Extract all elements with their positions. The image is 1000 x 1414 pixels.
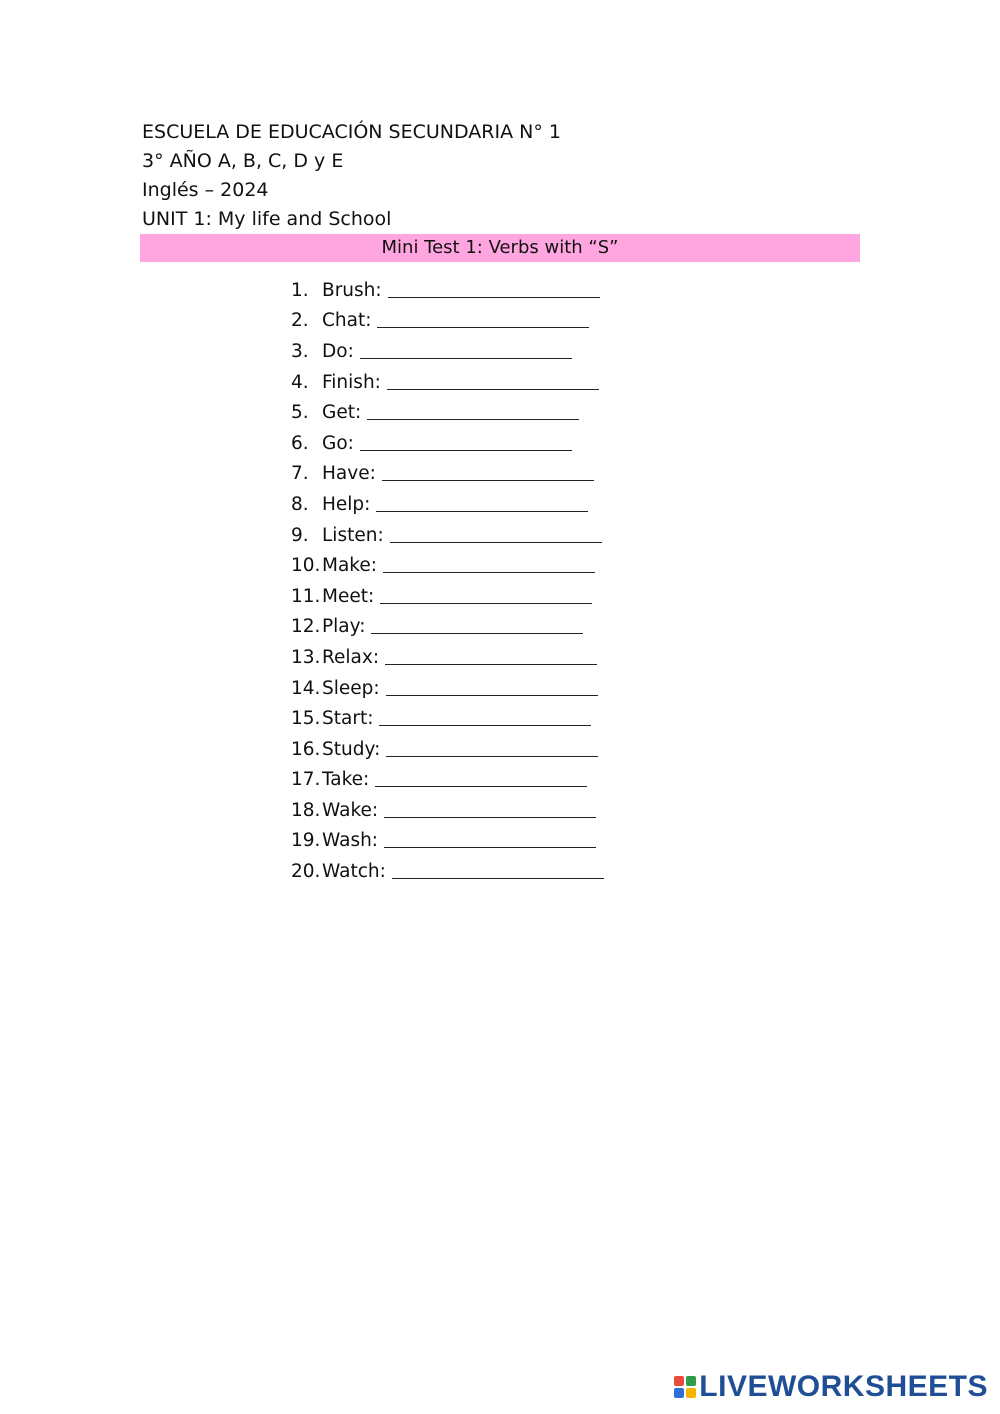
item-number: 6. (291, 432, 309, 454)
item-number: 17. (291, 769, 321, 791)
list-item (291, 703, 604, 734)
list-item (291, 459, 604, 490)
list-item (291, 489, 604, 520)
verb-list (291, 275, 604, 887)
list-item (291, 734, 604, 765)
item-number: 5. (291, 402, 309, 424)
item-number: 16. (291, 738, 321, 760)
item-number: 10. (291, 555, 321, 577)
item-number: 9. (291, 524, 309, 546)
document-header (142, 118, 561, 234)
list-item (291, 856, 604, 887)
liveworksheets-logo (674, 1370, 988, 1404)
test-title: Mini Test 1: Verbs with “S” (140, 234, 860, 262)
answer-blank[interactable] (367, 405, 579, 420)
answer-blank[interactable] (388, 283, 600, 298)
answer-blank[interactable] (384, 833, 596, 848)
logo-mark-icon (674, 1376, 696, 1398)
item-number: 1. (291, 279, 309, 301)
verb-label: Study: (322, 738, 381, 760)
item-number: 8. (291, 493, 309, 515)
verb-label: Wash: (322, 830, 379, 852)
item-number: 2. (291, 310, 309, 332)
verb-label: Take: (322, 769, 370, 791)
list-item (291, 765, 604, 796)
list-item (291, 673, 604, 704)
answer-blank[interactable] (384, 803, 596, 818)
list-item (291, 581, 604, 612)
list-item (291, 826, 604, 857)
list-item (291, 550, 604, 581)
list-item (291, 397, 604, 428)
verb-label: Make: (322, 555, 377, 577)
item-number: 4. (291, 371, 309, 393)
answer-blank[interactable] (383, 558, 595, 573)
list-item (291, 275, 604, 306)
answer-blank[interactable] (375, 772, 587, 787)
answer-blank[interactable] (385, 650, 597, 665)
verb-label: Have: (322, 463, 376, 485)
item-number: 19. (291, 830, 321, 852)
subject-line: Inglés – 2024 (142, 179, 269, 201)
course-line: 3° AÑO A, B, C, D y E (142, 150, 344, 172)
verb-label: Do: (322, 340, 354, 362)
item-number: 11. (291, 585, 321, 607)
list-item (291, 642, 604, 673)
answer-blank[interactable] (386, 681, 598, 696)
list-item (291, 367, 604, 398)
answer-blank[interactable] (376, 497, 588, 512)
item-number: 12. (291, 616, 321, 638)
answer-blank[interactable] (390, 528, 602, 543)
verb-label: Start: (322, 708, 374, 730)
item-number: 13. (291, 646, 321, 668)
item-number: 15. (291, 708, 321, 730)
unit-line: UNIT 1: My life and School (142, 208, 392, 230)
item-number: 7. (291, 463, 309, 485)
answer-blank[interactable] (380, 589, 592, 604)
item-number: 14. (291, 677, 321, 699)
verb-label: Go: (322, 432, 354, 454)
verb-label: Meet: (322, 585, 375, 607)
list-item (291, 520, 604, 551)
verb-label: Watch: (322, 861, 386, 883)
verb-label: Play: (322, 616, 366, 638)
verb-label: Listen: (322, 524, 384, 546)
list-item (291, 795, 604, 826)
verb-label: Wake: (322, 799, 379, 821)
list-item (291, 428, 604, 459)
logo-text: LIVEWORKSHEETS (699, 1370, 988, 1403)
list-item (291, 306, 604, 337)
verb-label: Sleep: (322, 677, 380, 699)
verb-label: Get: (322, 402, 362, 424)
answer-blank[interactable] (360, 436, 572, 451)
list-item (291, 612, 604, 643)
answer-blank[interactable] (360, 344, 572, 359)
item-number: 18. (291, 799, 321, 821)
answer-blank[interactable] (377, 313, 589, 328)
list-item (291, 336, 604, 367)
school-name: ESCUELA DE EDUCACIÓN SECUNDARIA N° 1 (142, 121, 561, 143)
answer-blank[interactable] (387, 375, 599, 390)
item-number: 20. (291, 861, 321, 883)
verb-label: Chat: (322, 310, 372, 332)
item-number: 3. (291, 340, 309, 362)
answer-blank[interactable] (371, 619, 583, 634)
answer-blank[interactable] (379, 711, 591, 726)
verb-label: Relax: (322, 646, 380, 668)
verb-label: Help: (322, 493, 371, 515)
verb-label: Brush: (322, 279, 382, 301)
answer-blank[interactable] (392, 864, 604, 879)
verb-label: Finish: (322, 371, 381, 393)
answer-blank[interactable] (386, 742, 598, 757)
answer-blank[interactable] (382, 466, 594, 481)
